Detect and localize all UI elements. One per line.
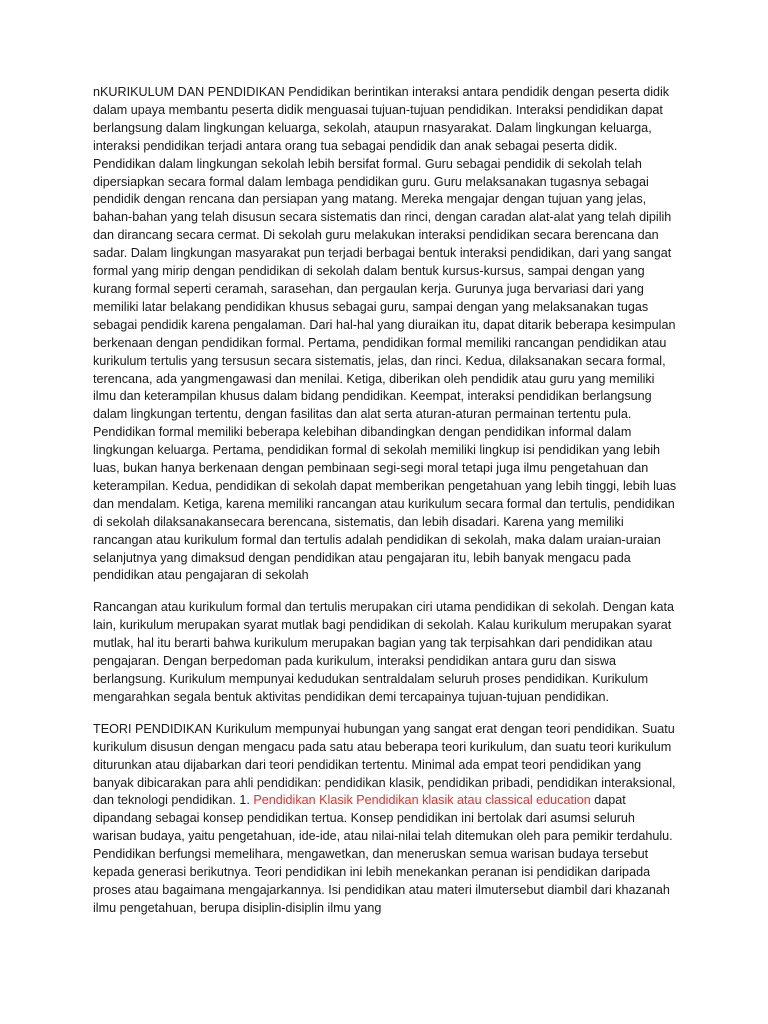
- paragraph-teori-pendidikan-body: dapat dipandang sebagai konsep pendidikan tertua. Konsep pendidikan ini bertolak dari asumsi seluruh warisan budaya, yaitu pengetahuan, ide-ide, atau nilai-nilai telah ditemukan oleh para pemikir terdahulu. Pendidikan berfungsi memelihara, mengawetkan, dan meneruskan semua warisan budaya tersebut kepada generasi berikutnya. Teori pendidikan ini lebih menekankan peranan isi pendidikan daripada proses atau bagaimana mengajarkannya. Isi pendidikan atau materi ilmutersebut diambil dari khazanah ilmu pengetahuan, berupa disiplin-disiplin ilmu yang: [93, 793, 673, 915]
- paragraph-teori-pendidikan: [93, 721, 677, 918]
- paragraph-teori-pendidikan-intro: TEORI PENDIDIKAN Kurikulum mempunyai hubungan yang sangat erat dengan teori pendidikan. Suatu kurikulum disusun dengan mengacu pada satu atau beberapa teori kurikulum, dan suatu teori kurikulum diturunkan atau dijabarkan dari teori pendidikan tertentu. Minimal ada empat teori pendidikan yang banyak dibicarakan para ahli pendidikan: pendidikan klasik, pendidikan pribadi, pendidikan interaksional, dan teknologi pendidikan. 1.: [93, 721, 676, 808]
- document-page: [93, 84, 677, 918]
- paragraph-kurikulum-dan-pendidikan: nKURIKULUM DAN PENDIDIKAN Pendidikan berintikan interaksi antara pendidik dengan peserta didik dalam upaya membantu peserta didik menguasai tujuan-tujuan pendidikan. Interaksi pendidikan dapat berlangsung dalam lingkungan keluarga, sekolah, ataupun rnasyarakat. Dalam lingkungan keluarga, interaksi pendidikan terjadi antara orang tua sebagai pendidik dan anak sebagai peserta didik. Pendidikan dalam lingkungan sekolah lebih bersifat formal. Guru sebagai pendidik di sekolah telah dipersiapkan secara formal dalam lembaga pendidikan guru. Guru melaksanakan tugasnya sebagai pendidik dengan rencana dan persiapan yang matang. Mereka mengajar dengan tujuan yang jelas, bahan-bahan yang telah disusun secara sistematis dan rinci, dengan caradan alat-alat yang telah dipilih dan dirancang secara cermat. Di sekolah guru melakukan interaksi pendidikan secara berencana dan sadar. Dalam lingkungan masyarakat pun terjadi berbagai bentuk interaksi pendidikan, dari yang sangat formal yang mirip dengan pendidikan di sekolah dalam bentuk kursus-kursus, sampai dengan yang kurang formal seperti ceramah, sarasehan, dan pergaulan kerja. Gurunya juga bervariasi dari yang memiliki latar belakang pendidikan khusus sebagai guru, sampai dengan yang melaksanakan tugas sebagai pendidik karena pengalaman. Dari hal-hal yang diuraikan itu, dapat ditarik beberapa kesimpulan berkenaan dengan pendidikan formal. Pertama, pendidikan formal memiliki rancangan pendidikan atau kurikulum tertulis yang tersusun secara sistematis, jelas, dan rinci. Kedua, dilaksanakan secara formal, terencana, ada yangmengawasi dan menilai. Ketiga, diberikan oleh pendidik atau guru yang memiliki ilmu dan keterampilan khusus dalam bidang pendidikan. Keempat, interaksi pendidikan berlangsung dalam lingkungan tertentu, dengan fasilitas dan alat serta aturan-aturan permainan tertentu pula. Pendidikan formal memiliki beberapa kelebihan dibandingkan dengan pendidikan informal dalam lingkungan keluarga. Pertama, pendidikan formal di sekolah memiliki lingkup isi pendidikan yang lebih luas, bukan hanya berkenaan dengan pembinaan segi-segi moral tetapi juga ilmu pengetahuan dan keterampilan. Kedua, pendidikan di sekolah dapat memberikan pengetahuan yang lebih tinggi, lebih luas dan mendalam. Ketiga, karena memiliki rancangan atau kurikulum secara formal dan tertulis, pendidikan di sekolah dilaksanakansecara berencana, sistematis, dan lebih disadari. Karena yang memiliki rancangan atau kurikulum formal dan tertulis adalah pendidikan di sekolah, maka dalam uraian-uraian selanjutnya yang dimaksud dengan pendidikan atau pengajaran itu, lebih banyak mengacu pada pendidikan atau pengajaran di sekolah: [93, 85, 677, 583]
- paragraph-rancangan-kurikulum: Rancangan atau kurikulum formal dan tertulis merupakan ciri utama pendidikan di sekolah. Dengan kata lain, kurikulum merupakan syarat mutlak bagi pendidikan di sekolah. Kalau kurikulum merupakan syarat mutlak, hal itu berarti bahwa kurikulum merupakan bagian yang tak terpisahkan dari pendidikan atau pengajaran. Dengan berpedoman pada kurikulum, interaksi pendidikan antara guru dan siswa berlangsung. Kurikulum mempunyai kedudukan sentraldalam seluruh proses pendidikan. Kurikulum mengarahkan segala bentuk aktivitas pendidikan demi tercapainya tujuan-tujuan pendidikan.: [93, 600, 675, 704]
- pendidikan-klasik-link[interactable]: Pendidikan Klasik Pendidikan klasik atau classical education: [253, 793, 591, 808]
